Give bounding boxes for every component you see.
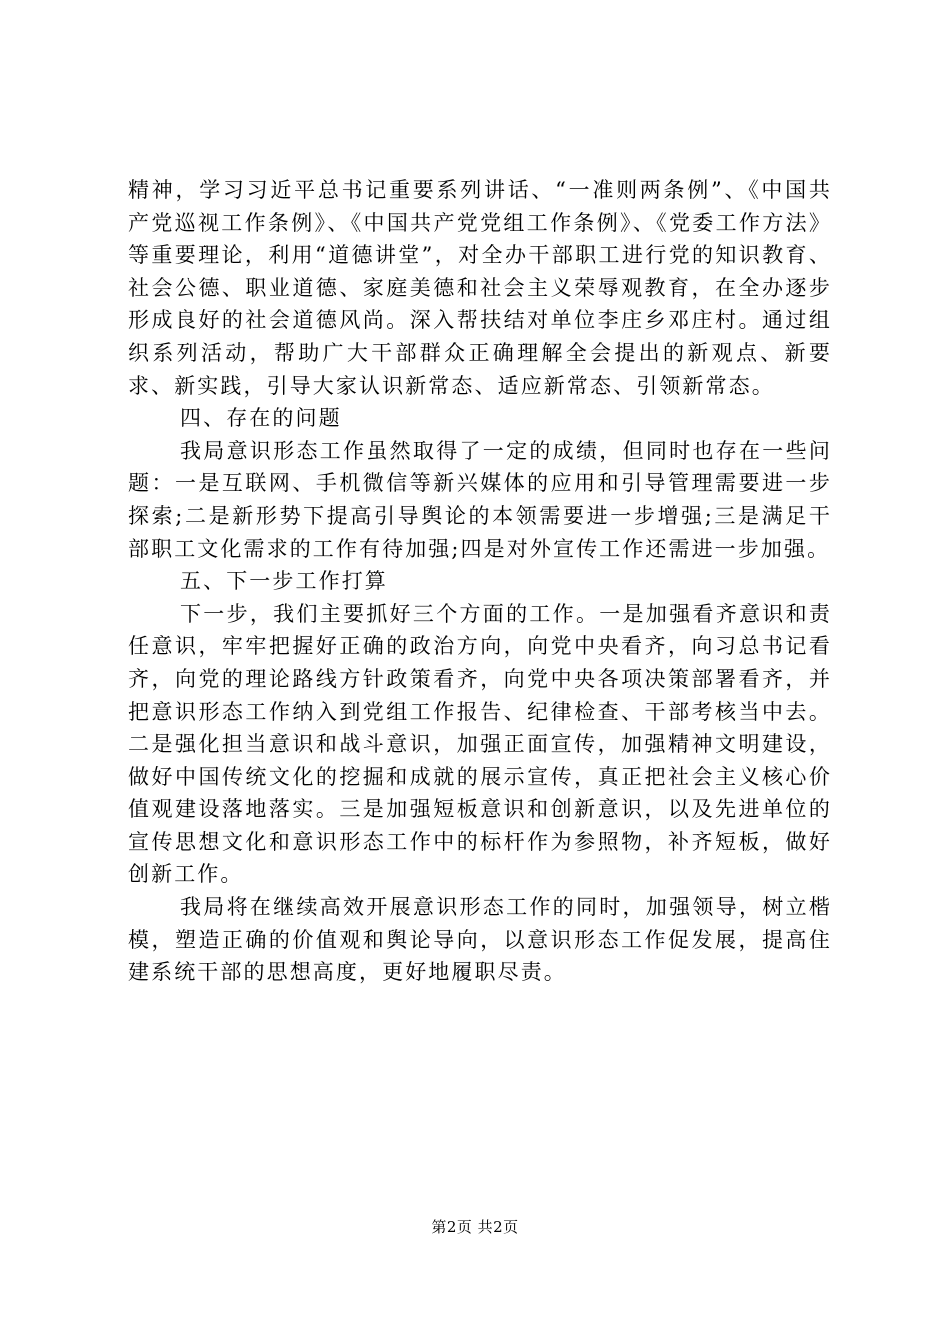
paragraph-problems: 我局意识形态工作虽然取得了一定的成绩，但同时也存在一些问题：一是互联网、手机微信等新兴媒体的应用和引导管理需要进一步探索;二是新形势下提高引导舆论的本领需要进一步增强;三是满足干部职工文化需求的工作有待加强;四是对外宣传工作还需进一步加强。 [128,438,832,561]
paragraph-continuation: 精神，学习习近平总书记重要系列讲话、“一准则两条例”、《中国共产党巡视工作条例》、《中国共产党党组工作条例》、《党委工作方法》等重要理论，利用“道德讲堂”，对全办干部职工进行党的知识教育、社会公德、职业道德、家庭美德和社会主义荣辱观教育，在全办逐步形成良好的社会道德风尚。深入帮扶结对单位李庄乡邓庄村。通过组织系列活动，帮助广大干部群众正确理解全会提出的新观点、新要求、新实践，引导大家认识新常态、适应新常态、引领新常态。 [128,178,832,398]
page-number-footer: 第2页 共2页 [431,1218,519,1236]
paragraph-next-steps: 下一步，我们主要抓好三个方面的工作。一是加强看齐意识和责任意识，牢牢把握好正确的政治方向，向党中央看齐，向习总书记看齐，向党的理论路线方针政策看齐，向党中央各项决策部署看齐，并把意识形态工作纳入到党组工作报告、纪律检查、干部考核当中去。二是强化担当意识和战斗意识，加强正面宣传，加强精神文明建设，做好中国传统文化的挖掘和成就的展示宣传，真正把社会主义核心价值观建设落地落实。三是加强短板意识和创新意识，以及先进单位的宣传思想文化和意识形态工作中的标杆作为参照物，补齐短板，做好创新工作。 [128,601,832,887]
paragraph-conclusion: 我局将在继续高效开展意识形态工作的同时，加强领导，树立楷模，塑造正确的价值观和舆论导向，以意识形态工作促发展，提高住建系统干部的思想高度，更好地履职尽责。 [128,895,832,985]
document-body [128,174,832,989]
section-heading-next-steps: 五、下一步工作打算 [180,569,388,594]
section-heading-problems: 四、存在的问题 [180,406,342,431]
